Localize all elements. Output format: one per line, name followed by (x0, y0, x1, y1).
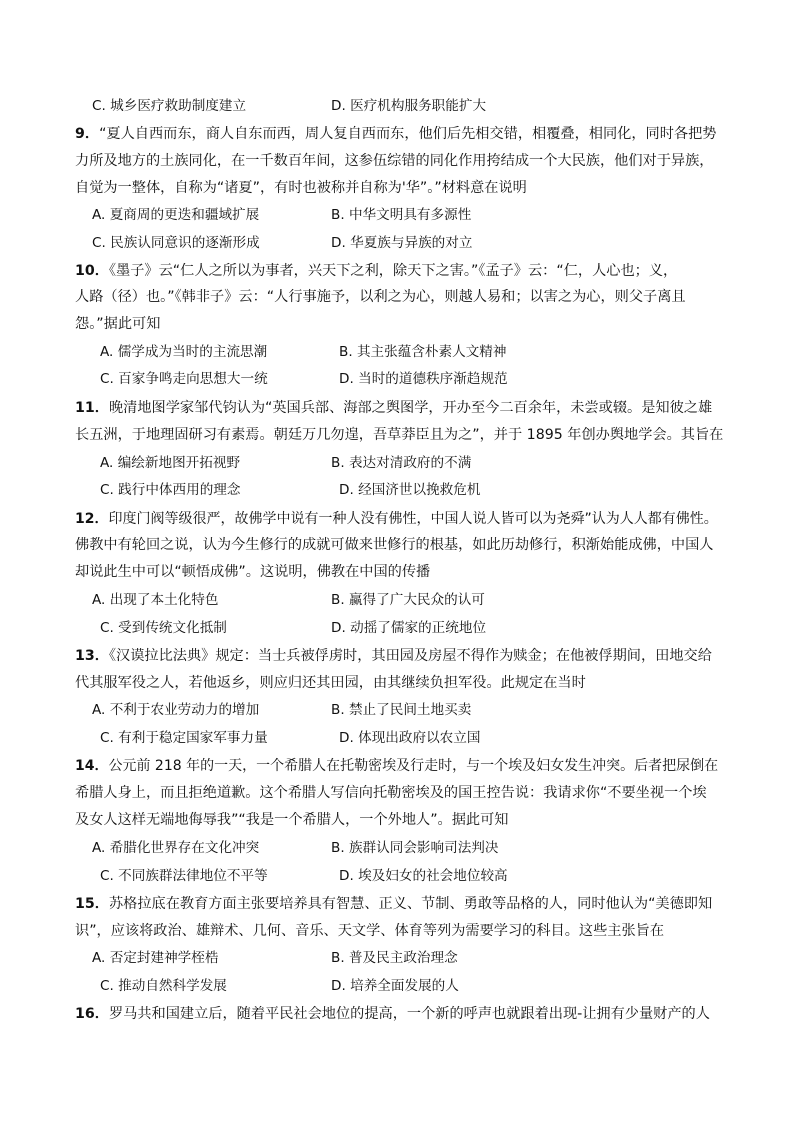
q15-line-1 (75, 894, 725, 914)
q15-line-2: 识”，应该将政治、雄辩术、几何、音乐、天文学、体育等列为需要学习的科目。这些主张旨在 (75, 923, 665, 939)
q14-option-c: C. 不同族群法律地位不平等 (100, 868, 268, 884)
q11-line-2: 长五洲，于地理固研习有素焉。朝廷万几勿遑，吾草莽臣且为之”，并于 1895 年创办舆地学会。其旨在 (75, 427, 724, 443)
q13-text-1: 《汉谟拉比法典》规定：当士兵被俘虏时，其田园及房屋不得作为赎金；在他被俘期间，田地交给 (108, 648, 712, 664)
q15-text-1: 苏格拉底在教育方面主张要培养具有智慧、正义、节制、勇敢等品格的人，同时他认为“美德即知 (108, 896, 713, 912)
q9-option-b: B. 中华文明具有多源性 (331, 207, 472, 223)
q12-option-a: A. 出现了本土化特色 (92, 592, 219, 608)
q10-line-3: 怨。”据此可知 (75, 316, 161, 332)
q12-option-c: C. 受到传统文化抵制 (100, 620, 227, 636)
q9-text-1: “夏人自西而东，商人自东而西，周人复自西而东，他们后先相交错，相覆叠，相同化，同时各把势 (99, 126, 717, 142)
q8-option-d: D. 医疗机构服务职能扩大 (331, 98, 487, 114)
q13-line-1 (75, 646, 725, 666)
q15-option-d: D. 培养全面发展的人 (331, 978, 459, 994)
q11-option-c: C. 践行中体西用的理念 (100, 482, 241, 498)
q10-option-d: D. 当时的道德秩序渐趋规范 (339, 371, 508, 387)
q10-option-a: A. 儒学成为当时的主流思潮 (100, 344, 268, 360)
q16-line-1 (75, 1004, 725, 1024)
q13-option-c: C. 有利于稳定国家军事力量 (100, 730, 268, 746)
q14-line-3: 及女人这样无端地侮辱我”“我是一个希腊人，一个外地人”。据此可知 (75, 812, 509, 828)
q15-option-b: B. 普及民主政治理念 (331, 950, 458, 966)
q14-line-1 (75, 756, 725, 776)
q14-option-d: D. 埃及妇女的社会地位较高 (339, 868, 508, 884)
q11-line-1 (75, 398, 725, 418)
q9-option-a: A. 夏商周的更迭和疆域扩展 (92, 207, 260, 223)
q10-line-1 (75, 261, 725, 281)
q8-option-c: C. 城乡医疗救助制度建立 (92, 98, 247, 114)
q16-text-1: 罗马共和国建立后，随着平民社会地位的提高，一个新的呼声也就跟着出现-让拥有少量财产的人 (108, 1006, 710, 1022)
q11-text-1: 晚清地图学家邹代钧认为“英国兵部、海部之舆图学，开办至今二百余年，未尝或辍。是知彼之雄 (108, 400, 713, 416)
q12-line-3: 却说此生中可以“顿悟成佛”。这说明，佛教在中国的传播 (75, 564, 431, 580)
q11-number: 11． (75, 400, 109, 416)
q9-line-2: 力所及地方的土族同化，在一千数百年间，这参伍综错的同化作用挎结成一个大民族，他们对于异族， (75, 153, 714, 169)
q10-option-c: C. 百家争鸣走向思想大一统 (100, 371, 268, 387)
q15-number: 15． (75, 896, 109, 912)
q9-line-3: 自觉为一整体，自称为“诸夏”，有时也被称并自称为'华”。”材料意在说明 (75, 180, 527, 196)
q14-number: 14． (75, 758, 109, 774)
q14-line-2: 希腊人身上，而且拒绝道歉。这个希腊人写信向托勒密埃及的国王控告说：我请求你“不要坐视一个埃 (75, 785, 707, 801)
q12-number: 12． (75, 511, 109, 527)
q13-option-b: B. 禁止了民间土地买卖 (331, 702, 472, 718)
q12-option-b: B. 赢得了广大民众的认可 (331, 592, 485, 608)
q11-option-b: B. 表达对清政府的不满 (331, 455, 472, 471)
q9-number: 9． (75, 126, 100, 142)
q12-line-2: 佛教中有轮回之说，认为今生修行的成就可做来世修行的根基，如此历劫修行，积渐始能成佛，中国人 (75, 537, 714, 553)
q9-option-c: C. 民族认同意识的逐渐形成 (92, 235, 260, 251)
q13-line-2: 代其服军役之人，若他返乡，则应归还其田园，由其继续负担军役。此规定在当时 (75, 675, 586, 691)
q11-option-a: A. 编绘新地图开拓视野 (100, 455, 241, 471)
q9-option-d: D. 华夏族与异族的对立 (331, 235, 473, 251)
q15-option-a: A. 否定封建神学桎梏 (92, 950, 219, 966)
q10-line-2: 人路（径）也。”《韩非子》云：“人行事施予，以利之为心，则越人易和；以害之为心，则父子离且 (75, 289, 686, 305)
q14-option-b: B. 族群认同会影响司法判决 (331, 840, 499, 856)
q15-option-c: C. 推动自然科学发展 (100, 978, 227, 994)
q14-option-a: A. 希腊化世界存在文化冲突 (92, 840, 260, 856)
q13-number: 13． (75, 648, 109, 664)
q16-number: 16． (75, 1006, 109, 1022)
q13-option-a: A. 不利于农业劳动力的增加 (92, 702, 260, 718)
q9-line-1 (75, 124, 725, 144)
q10-option-b: B. 其主张蕴含朴素人文精神 (339, 344, 507, 360)
q12-text-1: 印度门阀等级很严，故佛学中说有一种人没有佛性，中国人说人皆可以为尧舜”认为人人都有佛性。 (108, 511, 718, 527)
q12-line-1 (75, 509, 725, 529)
q14-text-1: 公元前 218 年的一天，一个希腊人在托勒密埃及行走时，与一个埃及妇女发生冲突。后者把尿倒在 (108, 758, 719, 774)
q10-text-1: 《墨子》云“仁人之所以为事者，兴天下之利，除天下之害。”《孟子》云：“仁，人心也；义， (108, 263, 678, 279)
q11-option-d: D. 经国济世以挽救危机 (339, 482, 481, 498)
q12-option-d: D. 动摇了儒家的正统地位 (331, 620, 487, 636)
q13-option-d: D. 体现出政府以农立国 (339, 730, 481, 746)
q10-number: 10． (75, 263, 109, 279)
